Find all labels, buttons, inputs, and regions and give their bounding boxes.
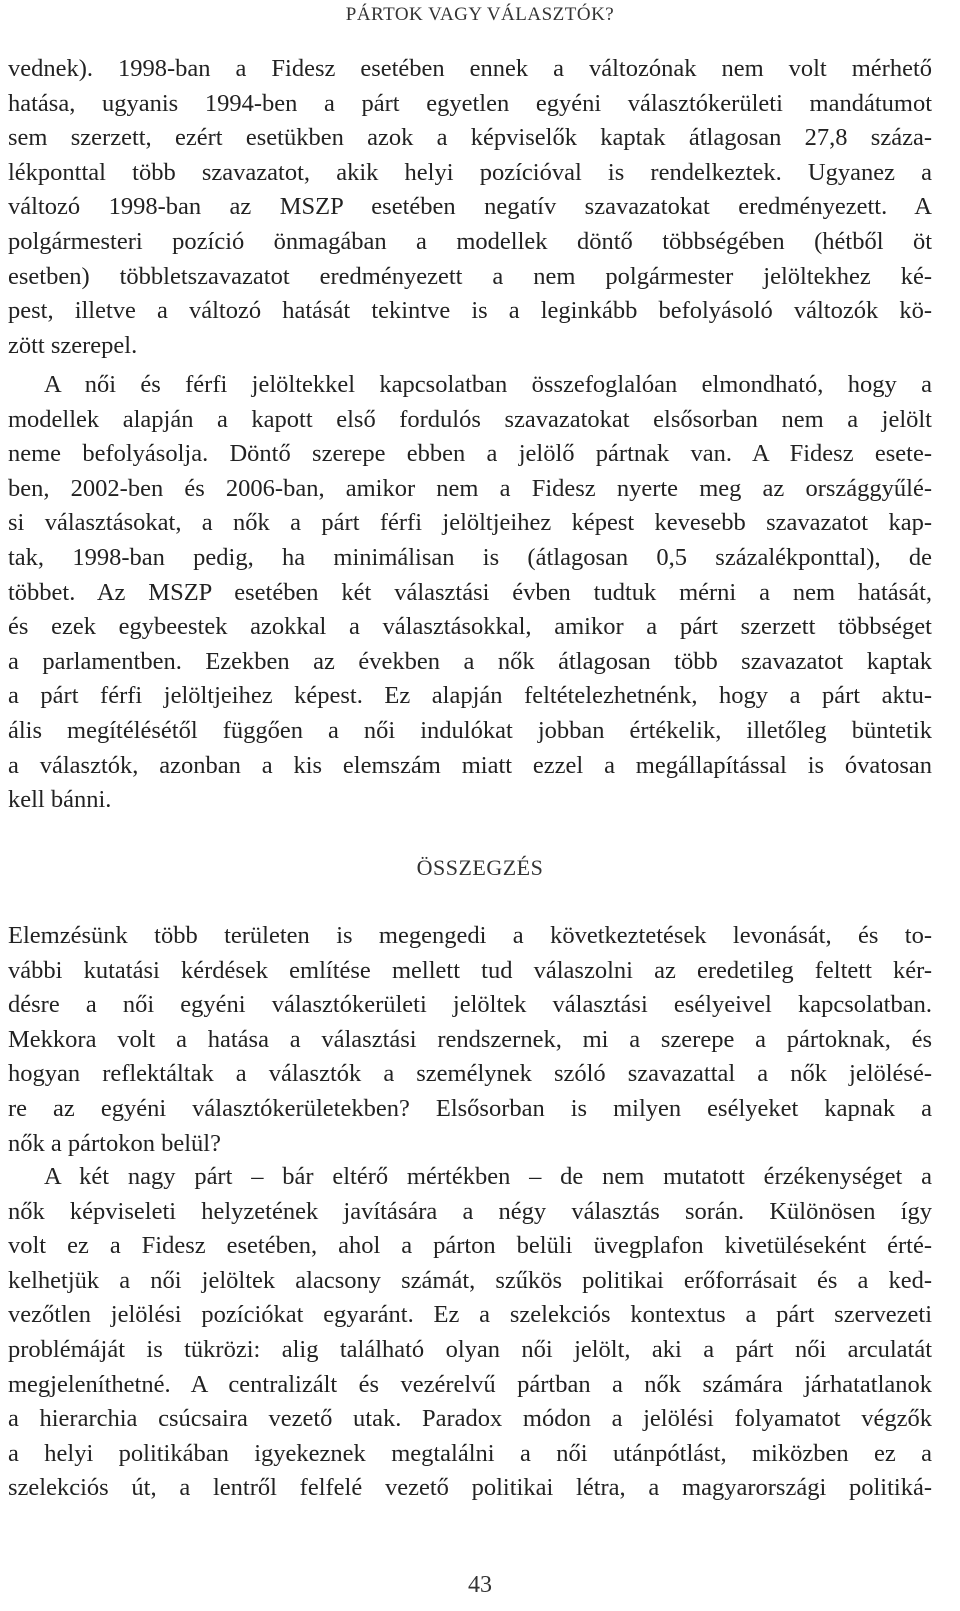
page-number: 43 [468,1572,492,1598]
text-line: sem szerzett, ezért esetükben azok a képviselők kaptak átlagosan 27,8 száza- [8,124,932,152]
text-line: vezőtlen jelölési pozíciókat egyaránt. Ez a szelekciós kontextus a párt szervezeti [8,1301,932,1329]
text-line: pest, illetve a változó hatását tekintve is a leginkább befolyásoló változók kö- [8,297,932,325]
text-line: a helyi politikában igyekeznek megtalálni a női utánpótlást, miközben ez a [8,1439,932,1467]
text-line: zött szerepel. [8,331,138,359]
text-line: nők a pártokon belül? [8,1129,221,1157]
text-line: modellek alapján a kapott első fordulós szavazatokat elsősorban nem a jelölt [8,405,932,433]
text-line: si választásokat, a nők a párt férfi jelöltjeihez képest kevesebb szavazatot kap- [8,509,932,537]
text-line: Elemzésünk több területen is megengedi a következtetések levonását, és to- [8,922,932,949]
text-line: désre a női egyéni választókerületi jelöltek választási esélyeivel kapcsolatban. [8,991,932,1019]
text-line: lékponttal több szavazatot, akik helyi pozícióval is rendelkeztek. Ugyanez a [8,158,932,186]
text-line: kelhetjük a női jelöltek alacsony számát, szűkös politikai erőforrásait és a ked- [8,1266,932,1294]
text-line: A női és férfi jelöltekkel kapcsolatban összefoglalóan elmondható, hogy a [44,371,932,398]
text-line: tak, 1998-ban pedig, ha minimálisan is (átlagosan 0,5 százalékponttal), de [8,543,932,571]
text-line: a párt férfi jelöltjeihez képest. Ez alapján feltételezhetnénk, hogy a párt aktu- [8,682,932,710]
text-line: változó 1998-ban az MSZP esetében negatív szavazatokat eredményezett. A [8,193,932,221]
text-line: ális megítélésétől függően a női indulókat jobban értékelik, illetőleg büntetik [8,716,932,744]
text-line: Mekkora volt a hatása a választási rendszernek, mi a szerepe a pártoknak, és [8,1025,932,1053]
text-line: vednek). 1998-ban a Fidesz esetében ennek a változónak nem volt mérhető [8,55,932,82]
text-line: a választók, azonban a kis elemszám miatt ezzel a megállapítással is óvatosan [8,751,932,779]
text-line: neme befolyásolja. Döntő szerepe ebben a jelölő pártnak van. A Fidesz esete- [8,440,932,468]
text-line: problémáját is tükrözi: alig található olyan női jelölt, aki a párt női arculatát [8,1335,932,1363]
text-line: volt ez a Fidesz esetében, ahol a párton belüli üvegplafon kivetüléseként érté- [8,1232,932,1260]
text-line: re az egyéni választókerületekben? Elsősorban is milyen esélyeket kapnak a [8,1094,932,1122]
text-line: nők képviseleti helyzetének javítására a négy választás során. Különösen így [8,1197,932,1225]
paragraph-conclusion-intro [8,919,932,1161]
paragraph-gender-summary [8,368,932,818]
text-line: esetben) többletszavazatot eredményezett a nem polgármester jelöltekhez ké- [8,262,932,290]
section-heading: ÖSSZEGZÉS [416,855,544,880]
text-line: hogyan reflektáltak a választók a személynek szóló szavazattal a nők jelölésé- [8,1060,932,1088]
running-header: PÁRTOK VAGY VÁLASZTÓK? [345,4,615,25]
text-line: polgármesteri pozíció önmagában a modellek döntő többségében (hétből öt [8,227,932,255]
text-line: megjeleníthetné. A centralizált és vezérelvű pártban a nők számára járhatatlanok [8,1370,932,1398]
text-line: szelekciós út, a lentről felfelé vezető politikai létra, a magyarországi politiká- [8,1474,932,1502]
paragraph-conclusion-parties [8,1160,932,1506]
text-line: ben, 2002-ben és 2006-ban, amikor nem a Fidesz nyerte meg az országgyűlé- [8,474,932,502]
paragraph-continuation [8,52,932,363]
text-line: vábbi kutatási kérdések említése mellett tud válaszolni az eredetileg feltett kér- [8,956,932,984]
text-line: többet. Az MSZP esetében két választási évben tudtuk mérni a nem hatását, [8,578,932,606]
text-line: a parlamentben. Ezekben az években a nők átlagosan több szavazatot kaptak [8,647,932,675]
text-line: A két nagy párt – bár eltérő mértékben – de nem mutatott érzékenységet a [44,1163,932,1190]
text-line: kell bánni. [8,786,112,814]
text-line: hatása, ugyanis 1994-ben a párt egyetlen egyéni választókerületi mandátumot [8,89,932,117]
text-line: és ezek egybeestek azokkal a választásokkal, amikor a párt szerzett többséget [8,613,932,641]
text-line: a hierarchia csúcsaira vezető utak. Paradox módon a jelölési folyamatot végzők [8,1405,932,1433]
